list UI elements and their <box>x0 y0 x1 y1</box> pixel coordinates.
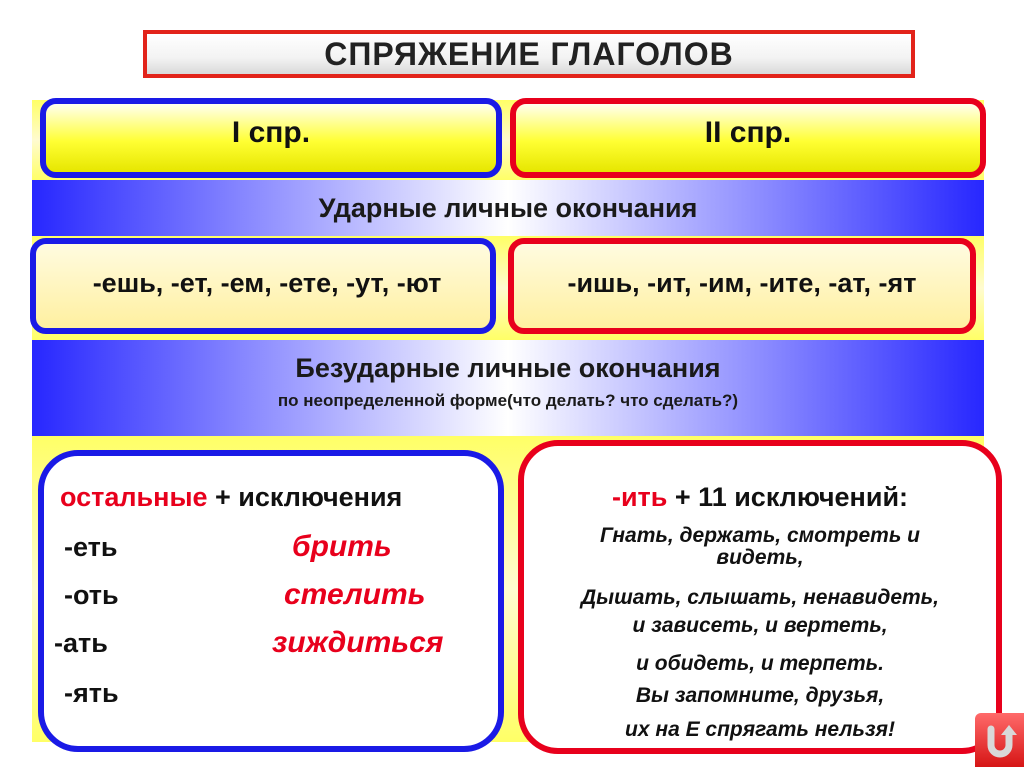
unstressed-heading: Безударные личные окончания <box>295 353 721 383</box>
suffix-et: -еть <box>64 532 118 562</box>
poem-line: видеть, <box>716 546 804 569</box>
conj1-rule-box <box>38 450 504 752</box>
exception-zizhditsya: зиждиться <box>272 626 444 659</box>
unstressed-heading-band <box>32 340 984 436</box>
conj1-header <box>40 98 502 178</box>
conj2-rule-box <box>518 440 1002 754</box>
poem-line: Вы запомните, друзья, <box>635 684 885 707</box>
poem-line: и зависеть, и вертеть, <box>632 614 888 637</box>
suffix-yat: -ять <box>64 678 119 708</box>
conj1-endings-text: -ешь, -ет, -ем, -ете, -ут, -ют <box>92 267 442 298</box>
conj1-rule-lead-rest: + исключения <box>207 482 403 512</box>
conj1-stressed-endings <box>30 238 496 334</box>
conj1-rule-lead <box>60 482 402 513</box>
conj2-rule-lead-rest: + 11 исключений: <box>667 482 909 512</box>
conj2-rule-lead-red: -ить <box>611 482 668 512</box>
stressed-heading-band <box>32 180 984 236</box>
conj1-label: I спр. <box>231 116 311 149</box>
suffix-at: -ать <box>54 628 108 658</box>
conj2-endings-text: -ишь, -ит, -им, -ите, -ат, -ят <box>567 267 917 298</box>
u-turn-return-icon <box>982 721 1018 759</box>
exception-brit: брить <box>292 530 392 563</box>
conj2-stressed-endings <box>508 238 976 334</box>
suffix-ot: -оть <box>64 580 119 610</box>
exception-stelit: стелить <box>284 578 426 611</box>
conj2-header <box>510 98 986 178</box>
poem-line: и обидеть, и терпеть. <box>636 652 884 675</box>
return-button[interactable] <box>975 713 1024 767</box>
unstressed-subheading: по неопределенной форме(что делать? что сделать?) <box>277 391 739 410</box>
conj1-rule-lead-red: остальные <box>60 482 208 512</box>
conj2-rule-lead <box>524 482 996 513</box>
page-title: СПРЯЖЕНИЕ ГЛАГОЛОВ <box>143 30 915 78</box>
poem-line: Гнать, держать, смотреть и <box>600 524 920 547</box>
poem-line: Дышать, слышать, ненавидеть, <box>581 586 939 609</box>
poem-line: их на Е спрягать нельзя! <box>625 718 895 741</box>
conj2-label: II спр. <box>704 116 792 149</box>
stressed-heading: Ударные личные окончания <box>318 193 698 223</box>
